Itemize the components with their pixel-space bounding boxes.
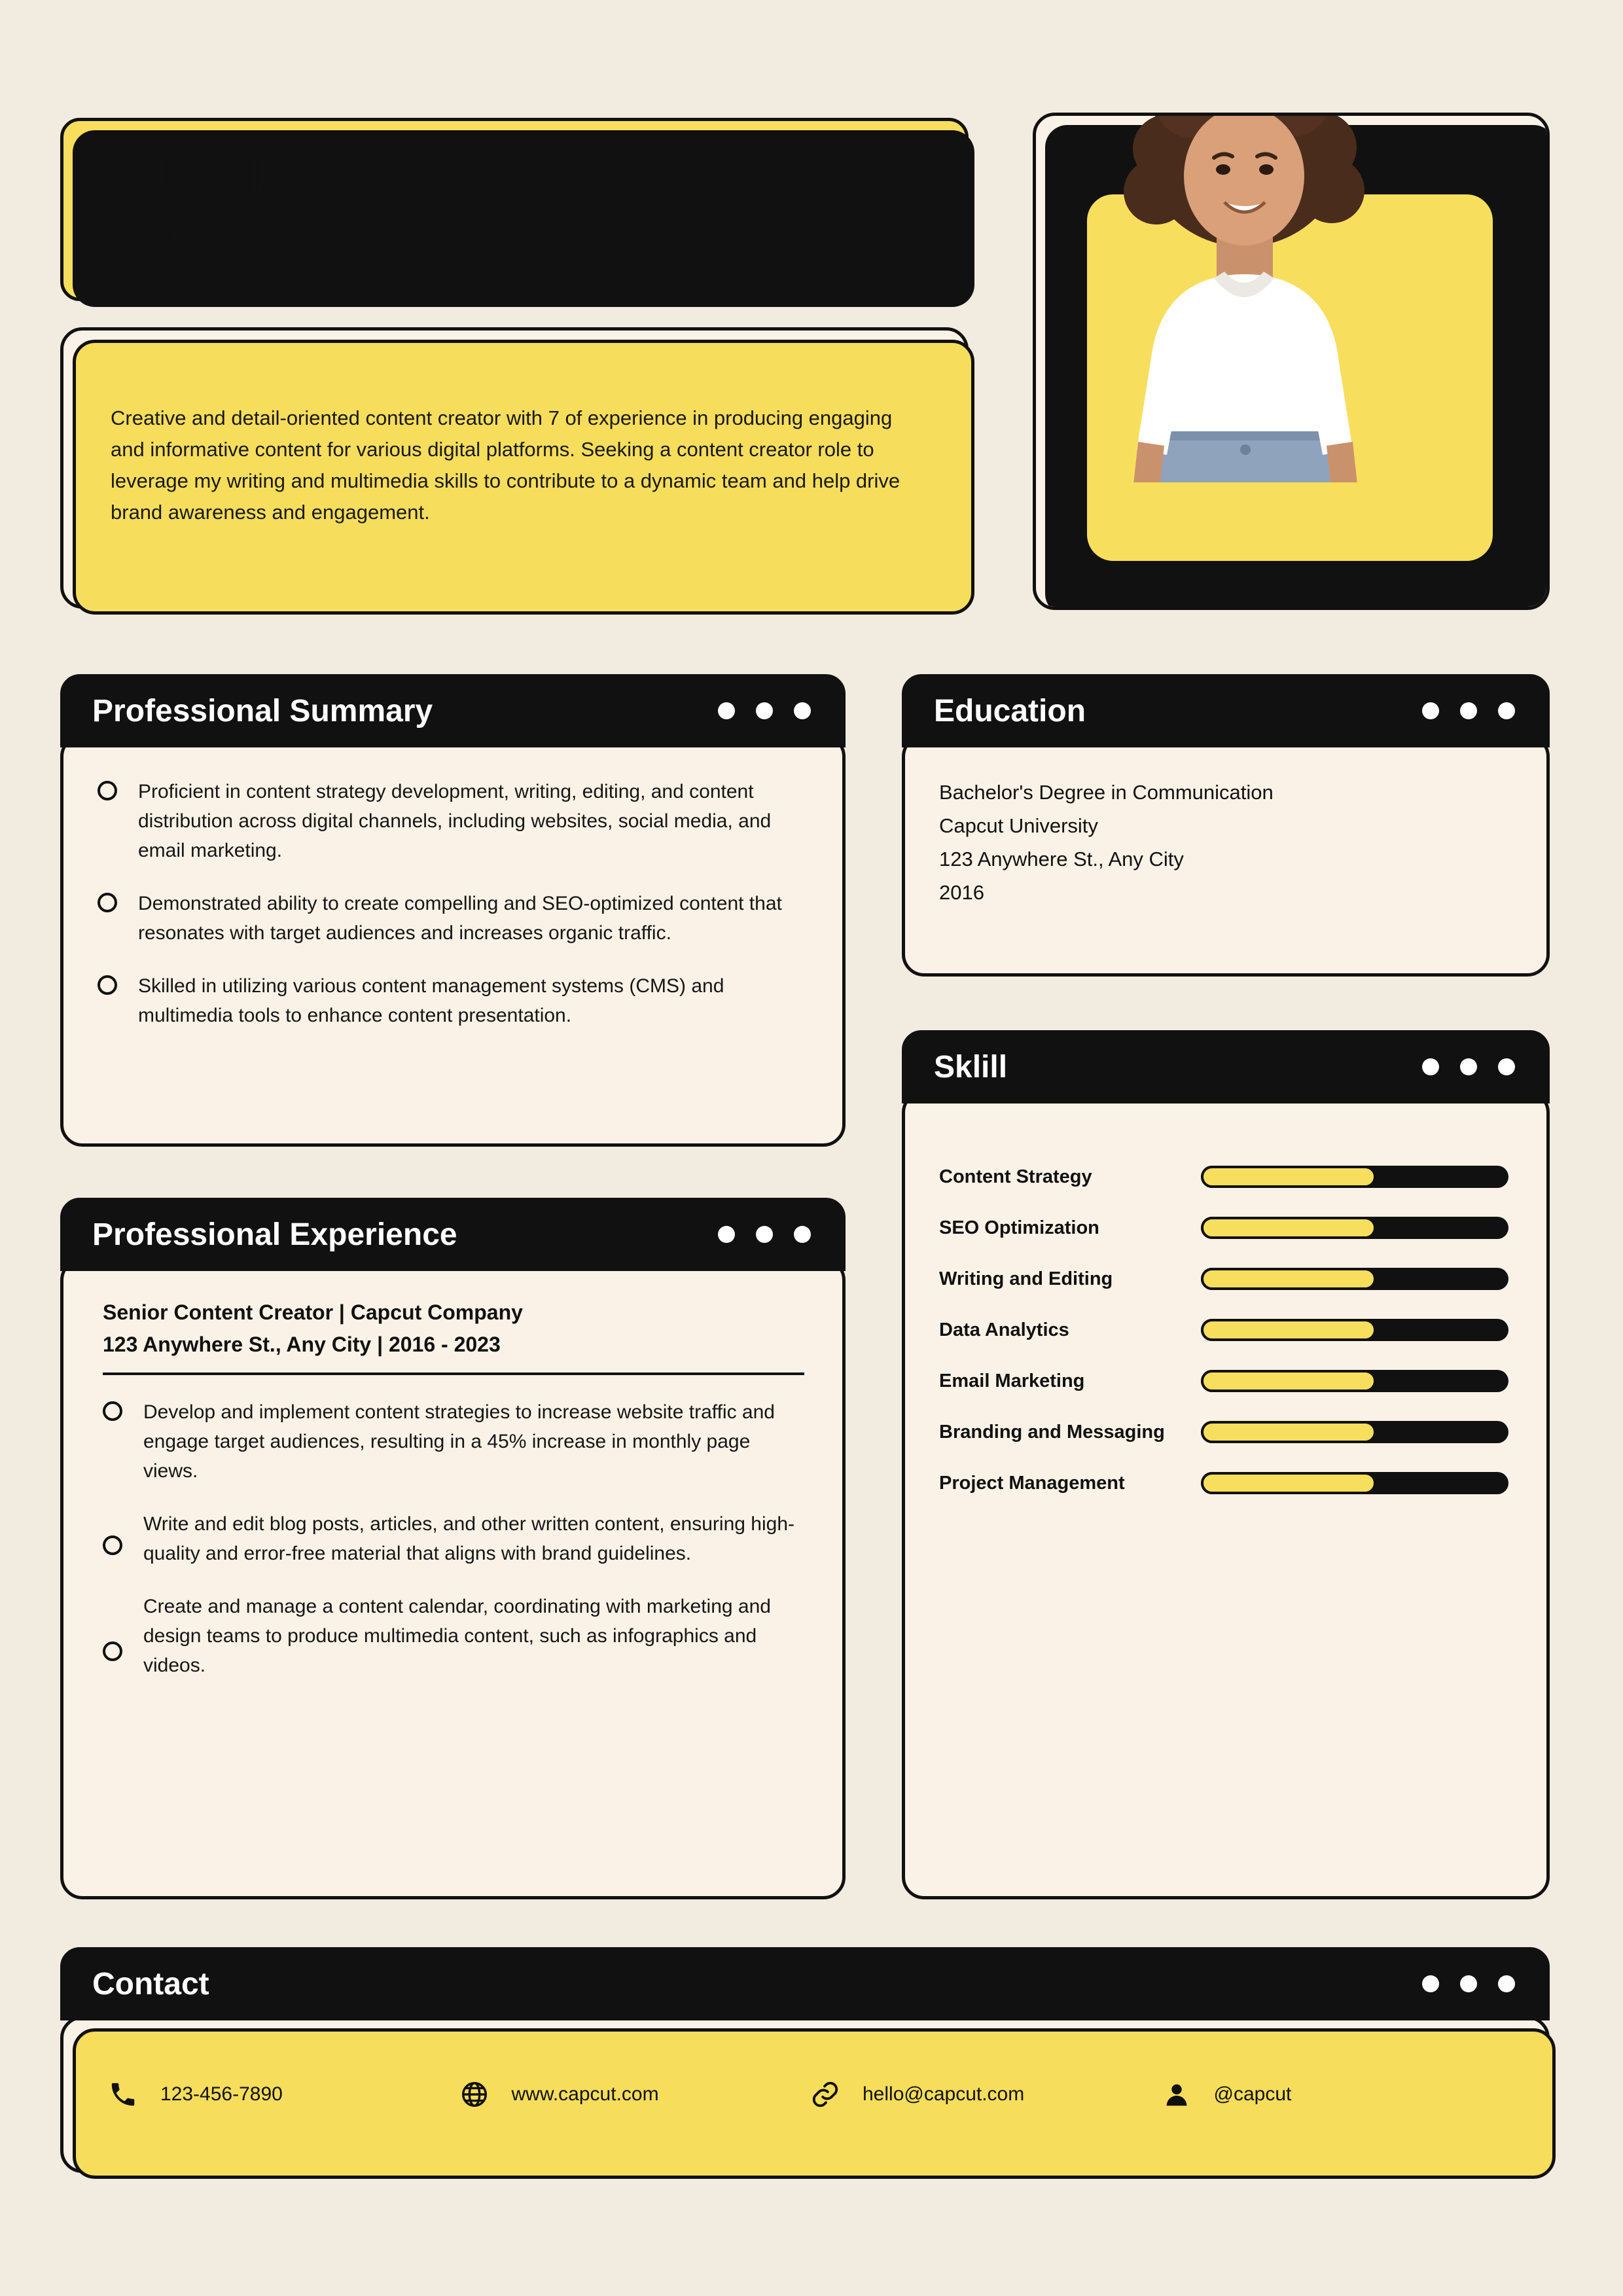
bullet-circle-icon	[103, 1401, 122, 1421]
professional-experience-header	[60, 1198, 846, 1271]
skill-label: SEO Optimization	[939, 1217, 1099, 1238]
skill-label: Data Analytics	[939, 1319, 1069, 1340]
contact-item[interactable]	[454, 2079, 806, 2109]
skill-bar-track	[1201, 1472, 1508, 1494]
professional-summary-card	[60, 734, 846, 1147]
education-line: 2016	[939, 881, 984, 905]
bullet-text: Write and edit blog posts, articles, and other written content, ensuring high-quality and error-free material that aligns with brand guidelines.	[143, 1513, 794, 1564]
education-line: 123 Anywhere St., Any City	[939, 848, 1184, 871]
skill-bar-track	[1201, 1166, 1508, 1188]
skill-bar-fill	[1201, 1166, 1376, 1188]
contact-card	[60, 2016, 1550, 2173]
divider	[103, 1372, 804, 1375]
contact-item[interactable]	[805, 2079, 1156, 2109]
window-dots	[718, 1226, 842, 1243]
phone-icon	[103, 2079, 143, 2109]
skill-row	[939, 1319, 1546, 1341]
skill-bar-track	[1201, 1370, 1508, 1392]
bullet-text: Create and manage a content calendar, coordinating with marketing and design teams to produce multimedia content, such as infographics and videos.	[143, 1596, 771, 1676]
education-header	[902, 674, 1550, 747]
contact-item[interactable]	[103, 2079, 454, 2109]
professional-experience-title: Professional Experience	[92, 1217, 457, 1252]
skill-bar-fill	[1201, 1472, 1376, 1494]
summary-blurb-text: Creative and detail-oriented content creator with 7 of experience in producing engaging and informative content for various digital platforms. Seeking a content creator role to leverage my writing and multimedia skills to contribute to a dynamic team and help drive brand awareness and engagement.	[111, 406, 901, 524]
window-dots	[1422, 1975, 1546, 1992]
skill-row	[939, 1217, 1546, 1239]
bullet-text: Develop and implement content strategies to increase website traffic and engage target audiences, resulting in a 45% increase in monthly page views.	[143, 1401, 775, 1482]
experience-job-title: Senior Content Creator | Capcut Company	[103, 1300, 523, 1324]
bullet-circle-icon	[103, 1535, 122, 1555]
skill-label: Content Strategy	[939, 1166, 1092, 1187]
bullet-text: Proficient in content strategy development, writing, editing, and content distribution across digital channels, including websites, social media, and email marketing.	[138, 781, 772, 861]
skill-label: Writing and Editing	[939, 1268, 1113, 1289]
skill-bar-fill	[1201, 1370, 1376, 1392]
skills-title: Sklill	[934, 1049, 1008, 1085]
contact-item[interactable]	[1156, 2079, 1508, 2109]
education-line: Capcut University	[939, 814, 1098, 838]
skills-header	[902, 1030, 1550, 1103]
page-title: OLIVIA WILSON	[111, 143, 546, 206]
skill-label: Branding and Messaging	[939, 1421, 1165, 1443]
contact-text: hello@capcut.com	[863, 2083, 1025, 2105]
photo-card	[1033, 113, 1550, 610]
window-dots	[718, 702, 842, 719]
professional-experience-card	[60, 1258, 846, 1899]
bullet-text: Skilled in utilizing various content management systems (CMS) and multimedia tools to enhance content presentation.	[138, 975, 724, 1026]
bullet-text: Demonstrated ability to create compelling and SEO-optimized content that resonates with target audiences and increases organic traffic.	[138, 893, 782, 944]
list-item	[98, 971, 803, 1030]
bullet-circle-icon	[98, 893, 117, 912]
skill-label: Email Marketing	[939, 1370, 1085, 1391]
contact-text: 123-456-7890	[160, 2083, 283, 2105]
skill-row	[939, 1421, 1546, 1443]
skill-row	[939, 1166, 1546, 1188]
bullet-circle-icon	[98, 781, 117, 800]
window-dots	[1422, 1058, 1546, 1075]
contact-items	[63, 2019, 1546, 2170]
contact-text: www.capcut.com	[511, 2083, 659, 2105]
skill-row	[939, 1268, 1546, 1290]
list-item	[98, 889, 803, 948]
skill-row	[939, 1370, 1546, 1392]
skill-bar-fill	[1201, 1217, 1376, 1239]
experience-job-meta: 123 Anywhere St., Any City | 2016 - 2023	[103, 1333, 501, 1356]
skill-bar-fill	[1201, 1268, 1376, 1290]
skills-card	[902, 1090, 1550, 1899]
skill-bar-track	[1201, 1217, 1508, 1239]
bullet-circle-icon	[98, 975, 117, 995]
job-role: Content Creator	[112, 217, 342, 251]
skill-bar-fill	[1201, 1319, 1376, 1341]
skill-bar-track	[1201, 1421, 1508, 1443]
skill-bar-fill	[1201, 1421, 1376, 1443]
name-card	[60, 118, 969, 301]
globe-icon	[454, 2079, 495, 2109]
list-item	[103, 1397, 804, 1486]
education-line: Bachelor's Degree in Communication	[939, 781, 1274, 804]
person-icon	[1156, 2079, 1197, 2109]
contact-title: Contact	[92, 1966, 209, 2001]
skills-list	[905, 1094, 1546, 1494]
skill-bar-track	[1201, 1319, 1508, 1341]
skill-row	[939, 1472, 1546, 1494]
education-title: Education	[934, 693, 1086, 728]
skill-bar-track	[1201, 1268, 1508, 1290]
professional-summary-header	[60, 674, 846, 747]
skill-label: Project Management	[939, 1472, 1125, 1494]
education-card	[902, 734, 1550, 977]
list-item	[98, 777, 803, 865]
professional-summary-title: Professional Summary	[92, 693, 433, 728]
contact-text: @capcut	[1213, 2083, 1292, 2105]
avatar	[1036, 113, 1442, 489]
list-item	[103, 1509, 804, 1568]
link-icon	[805, 2079, 846, 2109]
bullet-circle-icon	[103, 1641, 122, 1661]
list-item	[103, 1592, 804, 1680]
window-dots	[1422, 702, 1546, 719]
summary-blurb-card	[60, 327, 969, 609]
contact-header	[60, 1947, 1550, 2020]
